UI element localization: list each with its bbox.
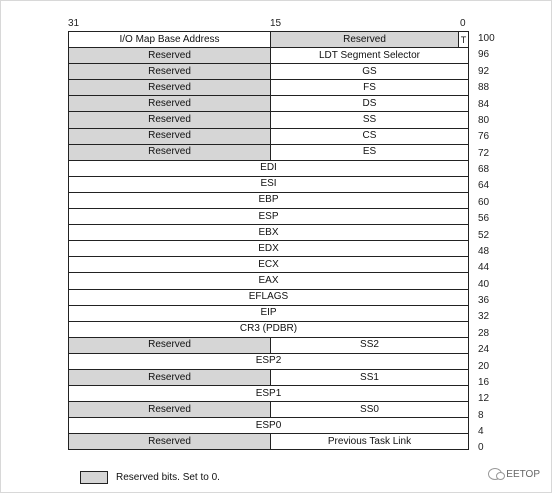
edx-field: EDX (69, 241, 469, 257)
offset-label: 36 (478, 295, 490, 306)
tss-row (69, 337, 469, 353)
bit-label-0: 0 (460, 18, 466, 29)
offset-label: 28 (478, 327, 490, 339)
ebx-field: EBX (69, 225, 469, 241)
tss-row (69, 225, 469, 241)
tss-row (69, 176, 469, 192)
offset-label: 76 (478, 131, 490, 143)
reserved-field: Reserved (69, 402, 271, 418)
bit-label-31: 31 (68, 18, 80, 29)
reserved-field: Reserved (69, 144, 271, 160)
offset-label: 92 (478, 65, 490, 77)
offset-label: 84 (478, 98, 490, 110)
offset-column (478, 31, 508, 457)
tss-row (69, 209, 469, 225)
offset-label: 44 (478, 262, 490, 274)
offset-label: 52 (478, 229, 490, 241)
eax-field: EAX (69, 273, 469, 289)
ds-field: DS (271, 96, 469, 112)
tss-row (69, 321, 469, 337)
gs-field: GS (271, 64, 469, 80)
offset-label: 40 (478, 278, 490, 290)
tss-row (69, 32, 469, 48)
offset-label: 72 (478, 147, 490, 159)
tss-row (69, 112, 469, 128)
offset-label: 56 (478, 213, 490, 225)
tss-row (69, 128, 469, 144)
io-map-base-address-field: I/O Map Base Address (69, 32, 271, 48)
reserved-field: Reserved (69, 80, 271, 96)
wechat-icon (488, 468, 502, 480)
tss-row (69, 96, 469, 112)
eflags-field: EFLAGS (69, 289, 469, 305)
reserved-field: Reserved (69, 337, 271, 353)
legend-text: Reserved bits. Set to 0. (116, 471, 220, 483)
legend-reserved-swatch (80, 471, 108, 484)
tss-row (69, 80, 469, 96)
tss-row (69, 418, 469, 434)
offset-label: 96 (478, 49, 490, 61)
reserved-field: Reserved (271, 32, 459, 48)
tss-row (69, 257, 469, 273)
tss-row (69, 241, 469, 257)
reserved-field: Reserved (69, 434, 271, 450)
esi-field: ESI (69, 176, 469, 192)
offset-label: 8 (478, 409, 484, 421)
ecx-field: ECX (69, 257, 469, 273)
edi-field: EDI (69, 160, 469, 176)
offset-label: 100 (478, 33, 495, 44)
offset-label: 20 (478, 360, 490, 372)
esp0-field: ESP0 (69, 418, 469, 434)
tss-row (69, 305, 469, 321)
tss-row (69, 402, 469, 418)
esp1-field: ESP1 (69, 386, 469, 402)
offset-label: 24 (478, 344, 490, 356)
reserved-field: Reserved (69, 369, 271, 385)
offset-label: 64 (478, 180, 490, 192)
tss-row (69, 160, 469, 176)
es-field: ES (271, 144, 469, 160)
offset-label: 12 (478, 393, 490, 405)
offset-label: 16 (478, 376, 490, 388)
tss-row (69, 353, 469, 369)
tss-row (69, 434, 469, 450)
bit-label-15: 15 (270, 18, 282, 29)
ss0-field: SS0 (271, 402, 469, 418)
ss-field: SS (271, 112, 469, 128)
tss-row (69, 369, 469, 385)
cr3-pdbr-field: CR3 (PDBR) (69, 321, 469, 337)
eip-field: EIP (69, 305, 469, 321)
reserved-field: Reserved (69, 64, 271, 80)
legend (80, 470, 220, 484)
offset-label: 0 (478, 442, 484, 454)
t-flag-field: T (459, 32, 469, 48)
offset-label: 80 (478, 114, 490, 126)
esp2-field: ESP2 (69, 353, 469, 369)
tss-row (69, 386, 469, 402)
tss-layout-table (68, 31, 469, 450)
cs-field: CS (271, 128, 469, 144)
offset-label: 60 (478, 196, 490, 208)
tss-row (69, 289, 469, 305)
ebp-field: EBP (69, 192, 469, 208)
watermark (488, 468, 540, 480)
reserved-field: Reserved (69, 48, 271, 64)
tss-row (69, 144, 469, 160)
tss-row (69, 192, 469, 208)
offset-label: 4 (478, 426, 484, 437)
reserved-field: Reserved (69, 128, 271, 144)
offset-label: 88 (478, 82, 490, 94)
offset-label: 48 (478, 245, 490, 257)
reserved-field: Reserved (69, 96, 271, 112)
previous-task-link-field: Previous Task Link (271, 434, 469, 450)
tss-row (69, 273, 469, 289)
tss-row (69, 48, 469, 64)
tss-row (69, 64, 469, 80)
reserved-field: Reserved (69, 112, 271, 128)
fs-field: FS (271, 80, 469, 96)
watermark-text: EETOP (506, 468, 540, 480)
ldt-segment-selector-field: LDT Segment Selector (271, 48, 469, 64)
ss1-field: SS1 (271, 369, 469, 385)
esp-field: ESP (69, 209, 469, 225)
offset-label: 68 (478, 164, 490, 175)
offset-label: 32 (478, 311, 490, 323)
ss2-field: SS2 (271, 337, 469, 353)
